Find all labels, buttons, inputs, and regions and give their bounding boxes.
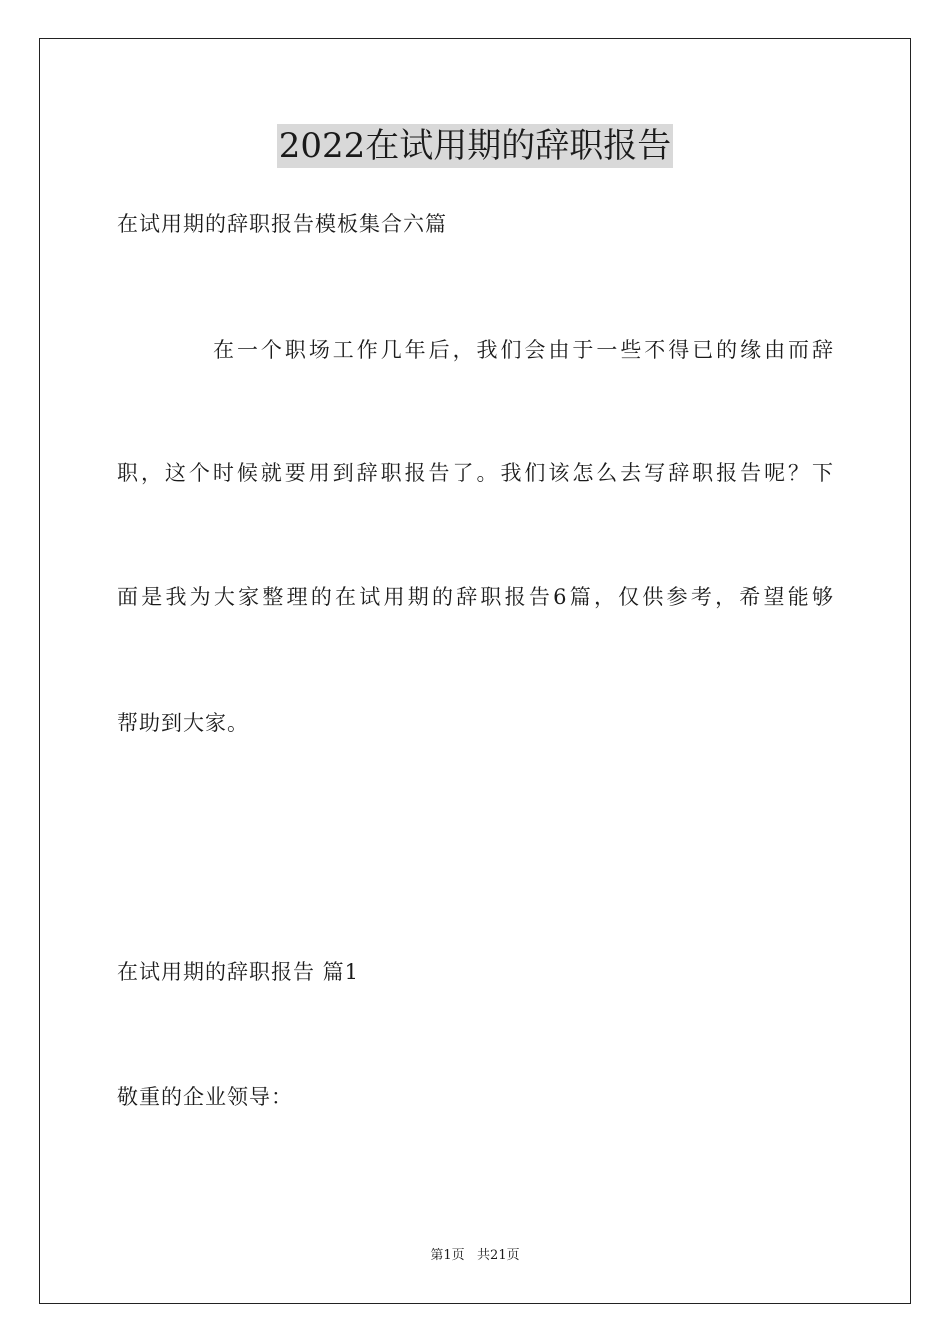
title-container <box>0 124 950 168</box>
intro-paragraph-line-1: 在一个职场工作几年后，我们会由于一些不得已的缘由而辞 <box>213 338 833 362</box>
page-footer: 第1页 共21页 <box>430 1248 520 1263</box>
intro-paragraph-line-4: 帮助到大家。 <box>117 711 249 735</box>
document-subtitle: 在试用期的辞职报告模板集合六篇 <box>117 212 447 236</box>
intro-paragraph-line-2: 职，这个时候就要用到辞职报告了。我们该怎么去写辞职报告呢？下 <box>117 461 833 485</box>
intro-paragraph-line-3: 面是我为大家整理的在试用期的辞职报告6篇，仅供参考，希望能够 <box>117 585 833 609</box>
salutation: 敬重的企业领导： <box>117 1085 293 1109</box>
section-heading: 在试用期的辞职报告 篇1 <box>117 960 360 984</box>
document-title: 2022在试用期的辞职报告 <box>278 126 672 166</box>
